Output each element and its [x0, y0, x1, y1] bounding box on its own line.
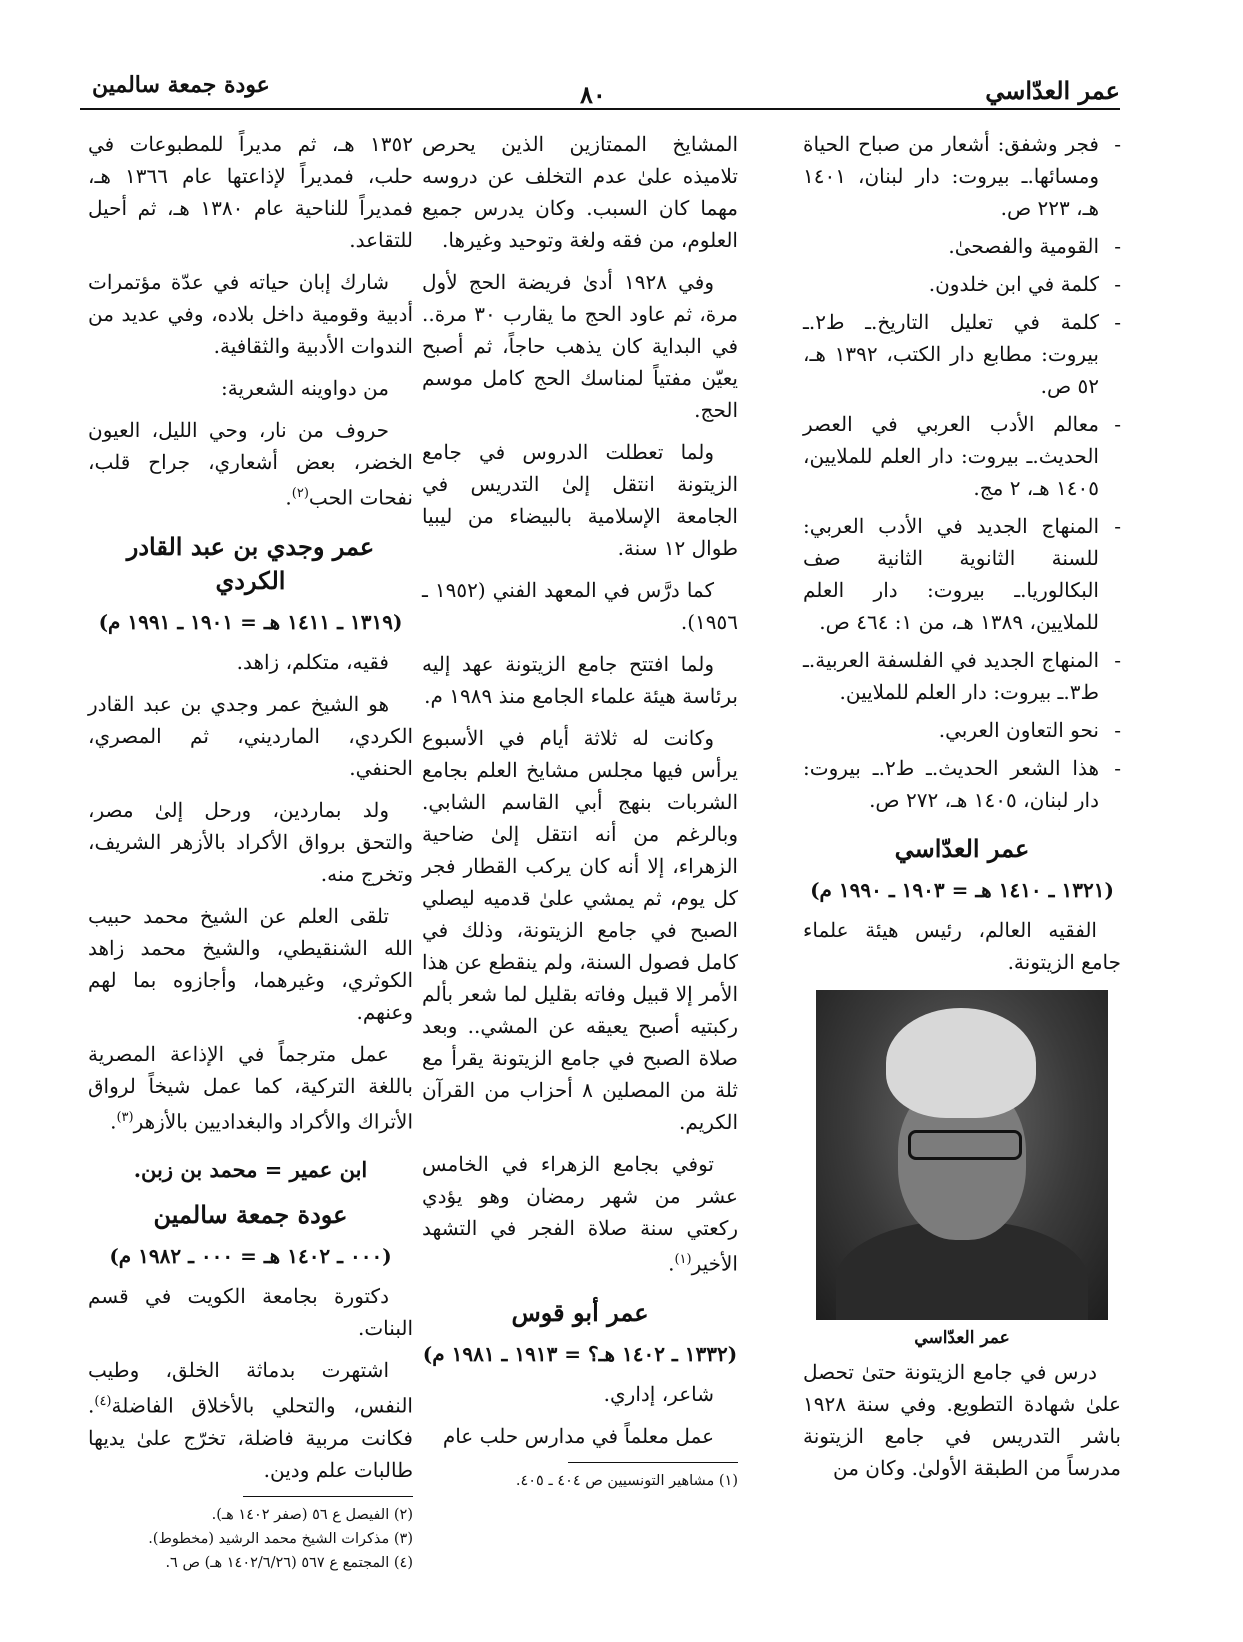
bibliography-list [803, 128, 1121, 816]
entry-description: الفقيه العالم، رئيس هيئة علماء جامع الزيتونة. [803, 918, 1121, 974]
footnote: (١) مشاهير التونسيين ص ٤٠٤ ـ ٤٠٥. [515, 1472, 738, 1489]
body-paragraph: توفي بجامع الزهراء في الخامس عشر من شهر رمضان وهو يؤدي ركعتي سنة صلاة الفجر في التشهد الأخير$^{(١)}$. [422, 1152, 738, 1276]
bib-item: - نحو التعاون العربي. [803, 714, 1121, 746]
page-number: ٨٠ [580, 80, 606, 109]
footnote-marker: (١) [674, 1252, 692, 1267]
body-paragraph: وكانت له ثلاثة أيام في الأسبوع يرأس فيها مجلس مشايخ العلم بجامع الشربات بنهج أبي القاسم الشابي. وبالرغم من أنه انتقل إلىٰ ضاحية الزهراء، إلا أنه كان يركب القطار فجر كل يوم، ثم يمشي علىٰ قدميه ليصلي الصبح في جامع الزيتونة، وذلك في كامل فصول السنة، ولم ينقطع عن هذا الأمر إلا قبيل وفاته بقليل لما شعر بألم ركبتيه أصبح يعيقه عن المشي.. وبعد صلاة الصبح في جامع الزيتونة يقرأ مع ثلة من المصلين ٨ أحزاب من القرآن الكريم. [422, 726, 738, 1134]
bib-item: - المنهاج الجديد في الفلسفة العربية.ـ ط٣.ـ بيروت: دار العلم للملايين. [803, 644, 1121, 708]
body-paragraph: وفي ١٩٢٨ أدىٰ فريضة الحج لأول مرة، ثم عاود الحج ما يقارب ٣٠ مرة.. في البداية كان يذهب حاجاً، ثم أصبح يعيّن مفتياً لمناسك الحج كامل موسم الحج. [422, 270, 738, 422]
body-paragraph: ولما تعطلت الدروس في جامع الزيتونة انتقل إلىٰ التدريس في الجامعة الإسلامية بالبيضاء من ليبيا طوال ١٢ سنة. [422, 440, 738, 560]
body-paragraph: حروف من نار، وحي الليل، العيون الخضر، بعض أشعاري، جراح قلب، نفحات الحب$^{(٢)}$. [88, 418, 413, 510]
body-paragraph: كما درَّس في المعهد الفني (١٩٥٢ ـ ١٩٥٦). [422, 578, 738, 634]
footnote-marker: (٣) [116, 1109, 134, 1125]
bib-item: - معالم الأدب العربي في العصر الحديث.ـ بيروت: دار العلم للملايين، ١٤٠٥ هـ، ٢ مج. [803, 408, 1121, 504]
portrait-photo [816, 990, 1108, 1320]
entry-title: عمر العدّاسي [894, 834, 1030, 863]
body-paragraph: ولما افتتح جامع الزيتونة عهد إليه برئاسة هيئة علماء الجامع منذ ١٩٨٩ م. [422, 652, 738, 708]
body-paragraph: ولد بماردين، ورحل إلىٰ مصر، والتحق برواق الأكراد بالأزهر الشريف، وتخرج منه. [88, 797, 413, 886]
column-left [88, 128, 413, 1618]
bib-item: - المنهاج الجديد في الأدب العربي: للسنة الثانوية الثانية صف البكالوريا.ـ بيروت: دار العلم للملايين، ١٣٨٩ هـ، من ١: ٤٦٤ ص. [803, 510, 1121, 638]
cross-reference: ابن عمير = محمد بن زبن. [133, 1157, 368, 1183]
bib-item: - كلمة في تعليل التاريخ.ـ ط٢.ـ بيروت: مطابع دار الكتب، ١٣٩٢ هـ، ٥٢ ص. [803, 306, 1121, 402]
footnote: (٢) الفيصل ع ٥٦ (صفر ١٤٠٢ هـ). [211, 1506, 413, 1523]
body-paragraph: درس في جامع الزيتونة حتىٰ تحصل علىٰ شهادة التطويع. وفي سنة ١٩٢٨ باشر التدريس في جامع الزيتونة مدرساً من الطبقة الأولىٰ. وكان من [803, 1360, 1121, 1480]
footnote: (٣) مذكرات الشيخ محمد الرشيد (مخطوط). [148, 1530, 413, 1547]
bib-item: - كلمة في ابن خلدون. [803, 268, 1121, 300]
bib-item: - القومية والفصحىٰ. [803, 230, 1121, 262]
entry-dates: (١٣٢١ ـ ١٤١٠ هـ = ١٩٠٣ ـ ١٩٩٠ م) [810, 878, 1114, 902]
body-paragraph: المشايخ الممتازين الذين يحرص تلاميذه علىٰ عدم التخلف عن دروسه مهما كان السبب. وكان يدرس جميع العلوم، من فقه ولغة وتوحيد وغيرها. [422, 132, 738, 252]
photo-caption: عمر العدّاسي [914, 1328, 1010, 1348]
body-paragraph: عمل مترجماً في الإذاعة المصرية باللغة التركية، كما عمل شيخاً لرواق الأتراك والأكراد والبغداديين بالأزهر$^{(٣)}$. [88, 1041, 413, 1134]
entry-dates: (٠٠٠ ـ ١٤٠٢ هـ = ٠٠٠ ـ ١٩٨٢ م) [109, 1244, 392, 1269]
entry-description: فقيه، متكلم، زاهد. [236, 649, 389, 674]
entry-description: شاعر، إداري. [603, 1381, 714, 1406]
entry-title: عمر وجدي بن عبد القادر الكردي [126, 531, 375, 595]
page-header [80, 68, 1120, 110]
footnote-marker: (٢) [291, 486, 309, 501]
body-paragraph: شارك إبان حياته في عدّة مؤتمرات أدبية وقومية داخل بلاده، وفي عديد من الندوات الأدبية والثقافية. [88, 270, 413, 358]
body-paragraph: اشتهرت بدماثة الخلق، وطيب النفس، والتحلي بالأخلاق الفاضلة$^{(٤)}$. فكانت مربية فاضلة، تخرّج علىٰ يديها طالبات علم ودين. [88, 1358, 413, 1482]
body-paragraph: ١٣٥٢ هـ، ثم مديراً للمطبوعات في حلب، فمديراً لإذاعتها عام ١٣٦٦ هـ، فمديراً للناحية عام ١٣٨٠ هـ، ثم أحيل للتقاعد. [88, 132, 413, 252]
body-paragraph: هو الشيخ عمر وجدي بن عبد القادر الكردي، المارديني، ثم المصري، الحنفي. [88, 691, 413, 780]
column-middle [422, 128, 738, 1618]
bib-item: - فجر وشفق: أشعار من صباح الحياة ومسائها.ـ بيروت: دار لبنان، ١٤٠١ هـ، ٢٢٣ ص. [803, 128, 1121, 224]
footnote-marker: (٤) [94, 1394, 112, 1410]
running-head-right: عمر العدّاسي [985, 76, 1120, 105]
footnote-rule [243, 1496, 413, 1497]
running-head-left: عودة جمعة سالمين [92, 72, 270, 98]
entry-dates: (١٣٣٢ ـ ١٤٠٢ هـ؟ = ١٩١٣ ـ ١٩٨١ م) [422, 1341, 738, 1366]
entry-title: عودة جمعة سالمين [153, 1200, 348, 1230]
body-paragraph: تلقى العلم عن الشيخ محمد حبيب الله الشنقيطي، والشيخ محمد زاهد الكوثري، وغيرهما، وأجازوه بما لهم وعنهم. [88, 903, 413, 1024]
body-paragraph: عمل معلماً في مدارس حلب عام [442, 1423, 714, 1448]
entry-dates: (١٣١٩ ـ ١٤١١ هـ = ١٩٠١ ـ ١٩٩١ م) [98, 609, 403, 634]
entry-title: عمر أبو قوس [511, 1297, 649, 1327]
footnote-rule [568, 1462, 738, 1463]
body-paragraph: من دواوينه الشعرية: [221, 376, 389, 400]
bib-item: - هذا الشعر الحديث.ـ ط٢.ـ بيروت: دار لبنان، ١٤٠٥ هـ، ٢٧٢ ص. [803, 752, 1121, 816]
column-right [803, 128, 1121, 1618]
body-paragraph: دكتورة بجامعة الكويت في قسم البنات. [88, 1284, 413, 1341]
footnote: (٤) المجتمع ع ٥٦٧ (١٤٠٢/٦/٢٦ هـ) ص ٦. [165, 1554, 413, 1571]
